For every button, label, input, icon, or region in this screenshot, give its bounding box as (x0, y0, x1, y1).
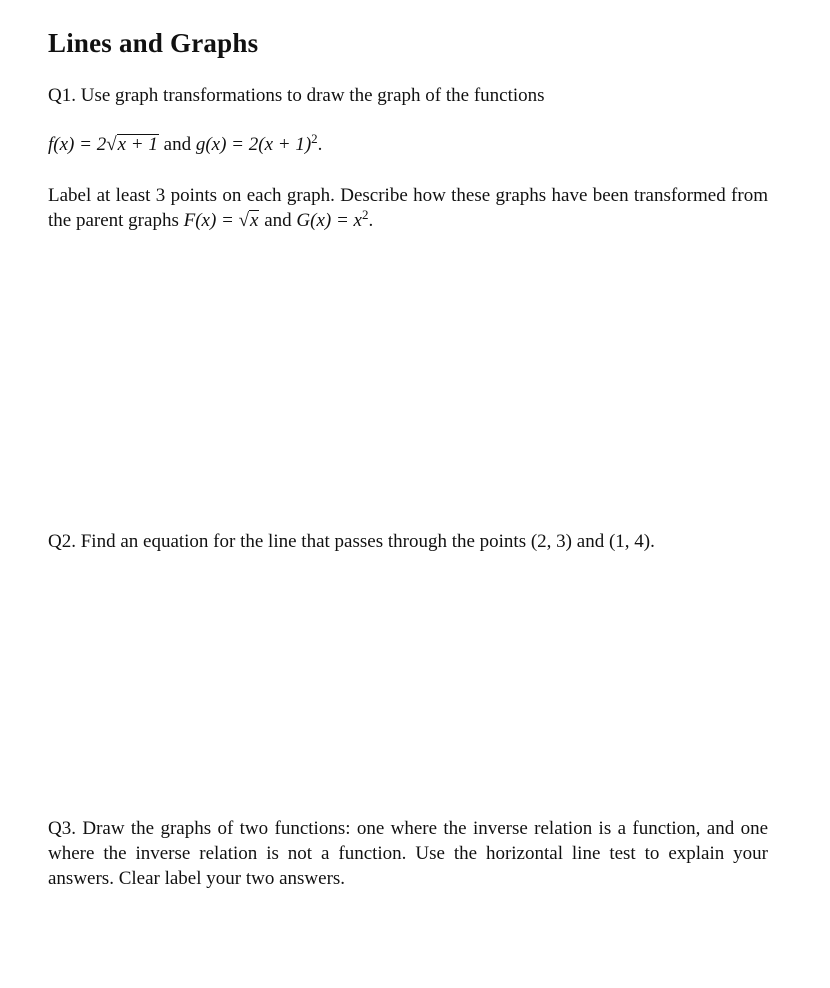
parent-G-lhs: G(x) = x (296, 210, 362, 231)
and-word: and (264, 210, 292, 231)
sqrt-symbol: √x + 1 (106, 134, 158, 155)
question-1-instructions (48, 183, 768, 233)
label-instruction-text: Label at least 3 points on each graph. Describe how these graphs have been transformed from the parent graphs (48, 185, 768, 231)
question-1-equations (48, 132, 768, 157)
question-2-prompt (48, 529, 768, 554)
g-exponent: 2 (311, 131, 318, 146)
and-word: and (163, 134, 192, 155)
f-radicand: x + 1 (117, 134, 158, 155)
question-1-text: Use graph transformations to draw the graph of the functions (80, 85, 545, 106)
question-3-prompt (48, 816, 768, 891)
question-1-number: Q1. (48, 85, 76, 106)
f-definition-lhs: f(x) = 2 (48, 134, 107, 155)
equation-period: . (317, 134, 323, 155)
question-1-prompt (48, 83, 768, 108)
instruction-period: . (368, 210, 374, 231)
question-2-number: Q2. (48, 531, 76, 552)
question-3-number: Q3. (48, 818, 76, 839)
question-2-text: Find an equation for the line that passes through the points (2, 3) and (1, 4). (80, 531, 655, 552)
page-title: Lines and Graphs (48, 28, 259, 58)
F-radicand: x (250, 210, 259, 231)
G-exponent: 2 (362, 207, 369, 222)
sqrt-symbol: √x (238, 210, 259, 231)
g-definition-lhs: g(x) = 2(x + 1) (195, 134, 312, 155)
question-3-text: Draw the graphs of two functions: one where the inverse relation is a function, and one where the inverse relation is not a function. Use the horizontal line test to explain your answers. Clear label your two answers. (48, 818, 768, 889)
parent-F-lhs: F(x) = (183, 210, 234, 231)
